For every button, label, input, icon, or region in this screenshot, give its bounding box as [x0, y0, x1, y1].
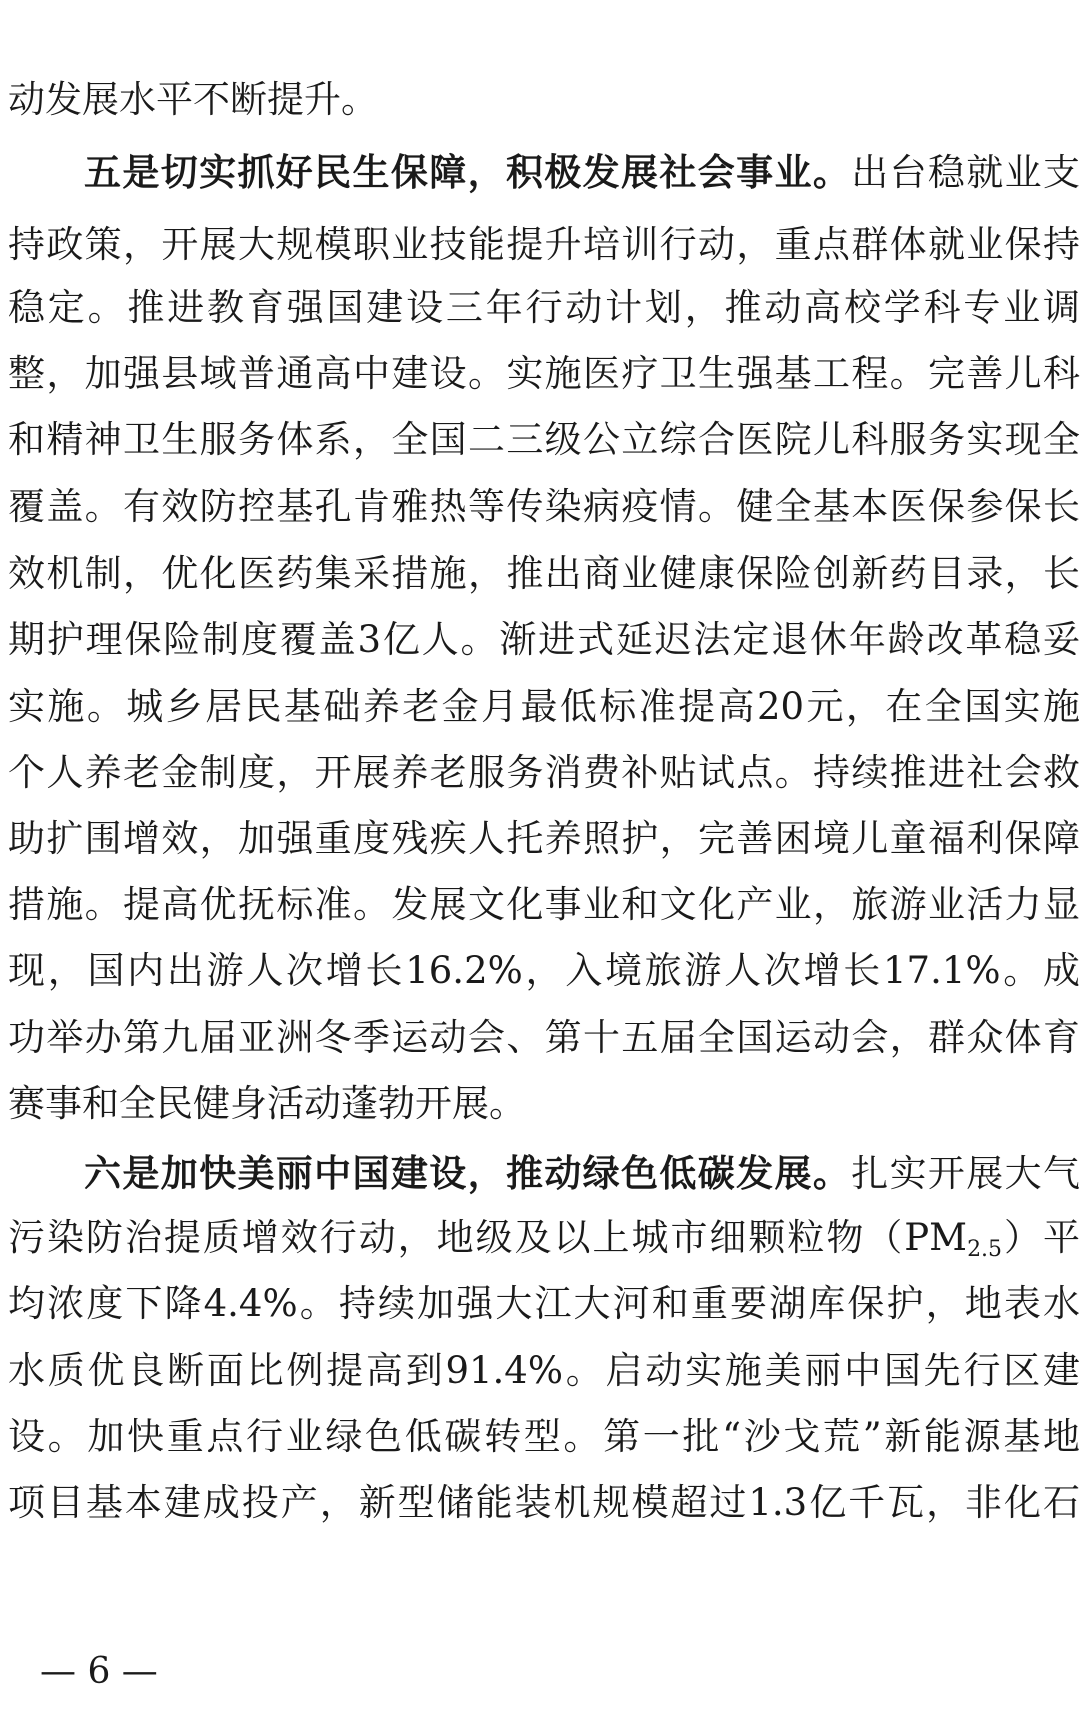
page-number: — 6 — — [40, 1651, 158, 1692]
text-fragment: 出台稳就业支 — [851, 151, 1080, 194]
text-fragment: 项目基本建成投产，新型储能装机规模超过1.3亿千瓦，非化石 — [8, 1481, 1080, 1524]
text-fragment: 赛事和全民健身活动蓬勃开展。 — [8, 1082, 526, 1125]
text-fragment: 助扩围增效，加强重度残疾人托养照护，完善困境儿童福利保障 — [8, 817, 1080, 860]
paragraph-heading-line — [0, 136, 1080, 208]
text-fragment: 措施。提高优抚标准。发展文化事业和文化产业，旅游业活力显 — [8, 883, 1080, 926]
text-fragment: ）平 — [1002, 1216, 1080, 1259]
text-fragment: 水质优良断面比例提高到91.4%。启动实施美丽中国先行区建 — [8, 1349, 1080, 1392]
text-fragment: 效机制，优化医药集采措施，推出商业健康保险创新药目录，长 — [8, 552, 1080, 595]
paragraph-heading: 六是加快美丽中国建设，推动绿色低碳发展。 — [84, 1151, 852, 1195]
text-fragment: 期护理保险制度覆盖3亿人。渐进式延迟法定退休年龄改革稳妥 — [8, 618, 1080, 661]
text-line — [0, 737, 1080, 809]
text-fragment: 实施。城乡居民基础养老金月最低标准提高20元，在全国实施 — [8, 685, 1080, 728]
paragraph-line-wrap — [84, 1137, 1080, 1210]
text-fragment: 动发展水平不断提升。 — [8, 78, 378, 121]
text-line — [0, 471, 1080, 543]
subscript: 2.5 — [967, 1237, 1003, 1262]
text-fragment: 持政策，开展大规模职业技能提升培训行动，重点群体就业保持 — [8, 223, 1080, 266]
text-line — [0, 1002, 1080, 1074]
text-line — [0, 935, 1080, 1007]
text-line — [0, 1467, 1080, 1539]
text-fragment: 稳定。推进教育强国建设三年行动计划，推动高校学科专业调 — [8, 286, 1080, 329]
text-line — [0, 1202, 1080, 1274]
paragraph-line-wrap — [84, 136, 1080, 209]
text-line — [0, 869, 1080, 941]
text-fragment: 覆盖。有效防控基孔肯雅热等传染病疫情。健全基本医保参保长 — [8, 485, 1080, 528]
text-line — [0, 1068, 1080, 1140]
text-fragment: 功举办第九届亚洲冬季运动会、第十五届全国运动会，群众体育 — [8, 1016, 1080, 1059]
text-fragment: 现，国内出游人次增长16.2%，入境旅游人次增长17.1%。成 — [8, 949, 1080, 992]
paragraph-heading: 五是切实抓好民生保障，积极发展社会事业。 — [84, 150, 852, 194]
text-fragment: 均浓度下降4.4%。持续加强大江大河和重要湖库保护，地表水 — [8, 1282, 1080, 1325]
text-line — [0, 538, 1080, 610]
text-line — [0, 803, 1080, 875]
text-line — [0, 64, 1080, 136]
text-line — [0, 604, 1080, 676]
text-line — [0, 338, 1080, 410]
text-line — [0, 1335, 1080, 1407]
text-line — [0, 404, 1080, 476]
paragraph-heading-line — [0, 1137, 1080, 1209]
text-fragment: 扎实开展大气 — [851, 1152, 1080, 1195]
text-fragment: 个人养老金制度，开展养老服务消费补贴试点。持续推进社会救 — [8, 751, 1080, 794]
text-line — [0, 1268, 1080, 1340]
text-fragment: 污染防治提质增效行动，地级及以上城市细颗粒物（PM — [8, 1216, 968, 1259]
text-fragment: 和精神卫生服务体系，全国二三级公立综合医院儿科服务实现全 — [8, 418, 1080, 461]
text-line — [0, 272, 1080, 344]
text-line — [0, 671, 1080, 743]
text-fragment: 整，加强县域普通高中建设。实施医疗卫生强基工程。完善儿科 — [8, 352, 1080, 395]
text-line — [0, 1401, 1080, 1473]
text-line — [0, 209, 1080, 281]
text-fragment: 设。加快重点行业绿色低碳转型。第一批“沙戈荒”新能源基地 — [8, 1415, 1080, 1458]
